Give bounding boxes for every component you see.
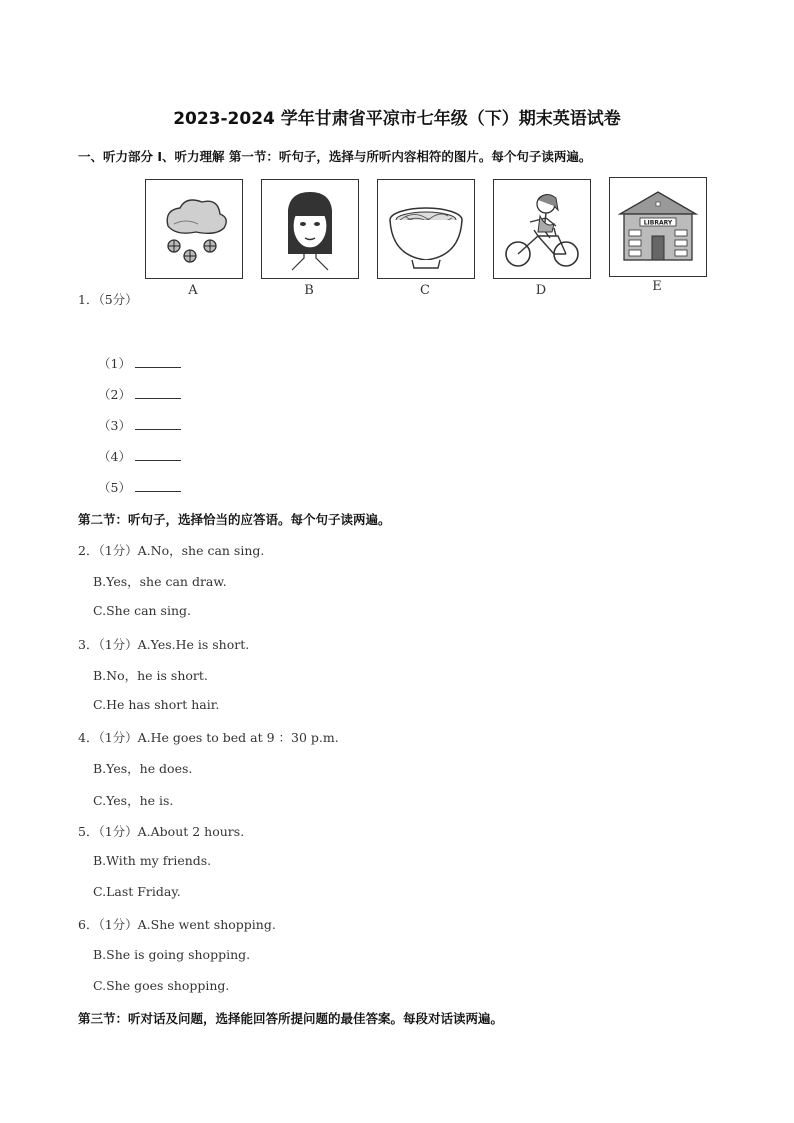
- exam-title: 2023-2024 学年甘肃省平凉市七年级（下）期末英语试卷: [173, 109, 621, 129]
- question-4-stem: 4．（1分）A.He goes to bed at 9 ：30 p.m.: [78, 730, 339, 745]
- picture-row: [145, 179, 715, 299]
- picture-e: [609, 177, 707, 277]
- answer-blank-2: （2）: [98, 385, 181, 403]
- question-1-stem: 1．（5分）: [78, 292, 138, 307]
- picture-d-letter: D: [535, 283, 547, 298]
- picture-d: [493, 179, 591, 279]
- answer-line[interactable]: [135, 387, 181, 399]
- question-3-option-b: B.No，he is short.: [93, 668, 208, 683]
- question-3-stem: 3．（1分）A.Yes.He is short.: [78, 637, 250, 652]
- answer-line[interactable]: [135, 356, 181, 368]
- picture-e-letter: E: [652, 279, 662, 294]
- library-sign: LIBRARY: [643, 219, 673, 227]
- section3-heading: 第三节：听对话及问题，选择能回答所提问题的最佳答案。每段对话读两遍。: [78, 1011, 504, 1026]
- library-building-icon: [610, 178, 706, 276]
- girl-icon: [262, 180, 358, 278]
- question-4-option-c: C.Yes，he is.: [93, 793, 174, 808]
- answer-line[interactable]: [135, 480, 181, 492]
- question-2-option-b: B.Yes，she can draw.: [93, 574, 227, 589]
- noodle-bowl-icon: [378, 180, 474, 278]
- answer-line[interactable]: [135, 418, 181, 430]
- picture-c-letter: C: [420, 283, 430, 298]
- snow-cloud-icon: [146, 180, 242, 278]
- question-5-stem: 5．（1分）A.About 2 hours.: [78, 824, 245, 839]
- question-5-option-c: C.Last Friday.: [93, 884, 181, 899]
- answer-blank-4: （4）: [98, 447, 181, 465]
- picture-a-letter: A: [188, 283, 198, 298]
- question-4-option-b: B.Yes，he does.: [93, 761, 193, 776]
- question-6-option-b: B.She is going shopping.: [93, 947, 251, 962]
- answer-blank-1: （1）: [98, 354, 181, 372]
- answer-line[interactable]: [135, 449, 181, 461]
- answer-blank-5: （5）: [98, 478, 181, 496]
- picture-b: [261, 179, 359, 279]
- section1-heading: 一、听力部分 I、听力理解 第一节：听句子，选择与所听内容相符的图片。每个句子读两遍。: [78, 149, 592, 164]
- picture-b-letter: B: [304, 283, 314, 298]
- question-2-option-c: C.She can sing.: [93, 603, 191, 618]
- question-6-stem: 6．（1分）A.She went shopping.: [78, 917, 276, 932]
- question-5-option-b: B.With my friends.: [93, 853, 212, 868]
- section2-heading: 第二节：听句子，选择恰当的应答语。每个句子读两遍。: [78, 512, 391, 527]
- picture-c: [377, 179, 475, 279]
- question-6-option-c: C.She goes shopping.: [93, 978, 230, 993]
- question-3-option-c: C.He has short hair.: [93, 697, 220, 712]
- answer-blank-3: （3）: [98, 416, 181, 434]
- question-2-stem: 2．（1分）A.No，she can sing.: [78, 543, 265, 558]
- picture-a: [145, 179, 243, 279]
- girl-riding-bike-icon: [494, 180, 590, 278]
